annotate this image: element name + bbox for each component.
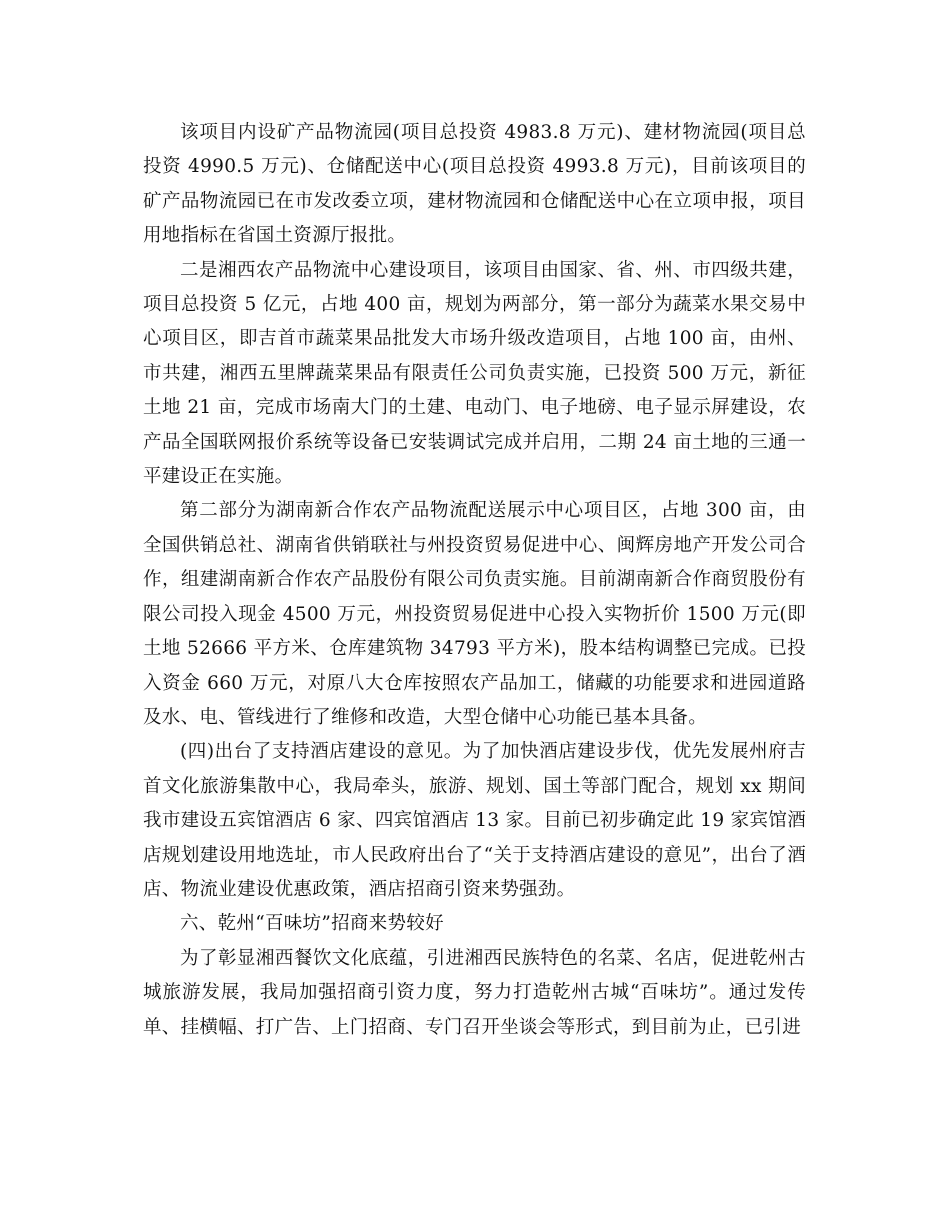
paragraph-hotel-construction-opinion: (四)出台了支持酒店建设的意见。为了加快酒店建设步伐，优先发展州府吉首文化旅游集散中心，我局牵头，旅游、规划、国土等部门配合，规划 xx 期间我市建设五宾馆酒店 6 家、四宾馆酒店 13 家。目前已初步确定此 19 家宾馆酒店规划建设用地选址，市人民政府出台了“关于支持酒店建设的意见”，出台了酒店、物流业建设优惠政策，酒店招商引资来势强劲。 bbox=[143, 741, 806, 900]
paragraph-hunan-new-cooperation-zone: 第二部分为湖南新合作农产品物流配送展示中心项目区，占地 300 亩，由全国供销总社、湖南省供销联社与州投资贸易促进中心、闽辉房地产开发公司合作，组建湖南新合作农产品股份有限公司负责实施。目前湖南新合作商贸股份有限公司投入现金 4500 万元，州投资贸易促进中心投入实物折价 1500 万元(即土地 52666 平方米、仓库建筑物 34793 平方米)，股本结构调整已完成。已投入资金 660 万元，对原八大仓库按照农产品加工，储藏的功能要求和进园道路及水、电、管线进行了维修和改造，大型仓储中心功能已基本具备。 bbox=[143, 500, 806, 728]
paragraph-mineral-logistics-park: 该项目内设矿产品物流园(项目总投资 4983.8 万元)、建材物流园(项目总投资 4990.5 万元)、仓储配送中心(项目总投资 4993.8 万元)，目前该项目的矿产品物流园已在市发改委立项，建材物流园和仓储配送中心在立项申报，项目用地指标在省国土资源厅报批。 bbox=[143, 122, 806, 247]
paragraph-xiangxi-agri-logistics-center: 二是湘西农产品物流中心建设项目，该项目由国家、省、州、市四级共建，项目总投资 5 亿元，占地 400 亩，规划为两部分，第一部分为蔬菜水果交易中心项目区，即吉首市蔬菜果品批发大市场升级改造项目，占地 100 亩，由州、市共建，湘西五里牌蔬菜果品有限责任公司负责实施，已投资 500 万元，新征土地 21 亩，完成市场南大门的土建、电动门、电子地磅、电子显示屏建设，农产品全国联网报价系统等设备已安装调试完成并启用，二期 24 亩土地的三通一平建设正在实施。 bbox=[143, 259, 806, 488]
document-body bbox=[143, 116, 806, 1045]
paragraph-baiweifang-investment: 为了彰显湘西餐饮文化底蕴，引进湘西民族特色的名菜、名店，促进乾州古城旅游发展，我局加强招商引资力度，努力打造乾州古城“百味坊”。通过发传单、挂横幅、打广告、上门招商、专门召开坐谈会等形式，到目前为止，已引进 bbox=[143, 947, 806, 1038]
section-heading-baiweifang: 六、乾州“百味坊”招商来势较好 bbox=[180, 913, 444, 935]
